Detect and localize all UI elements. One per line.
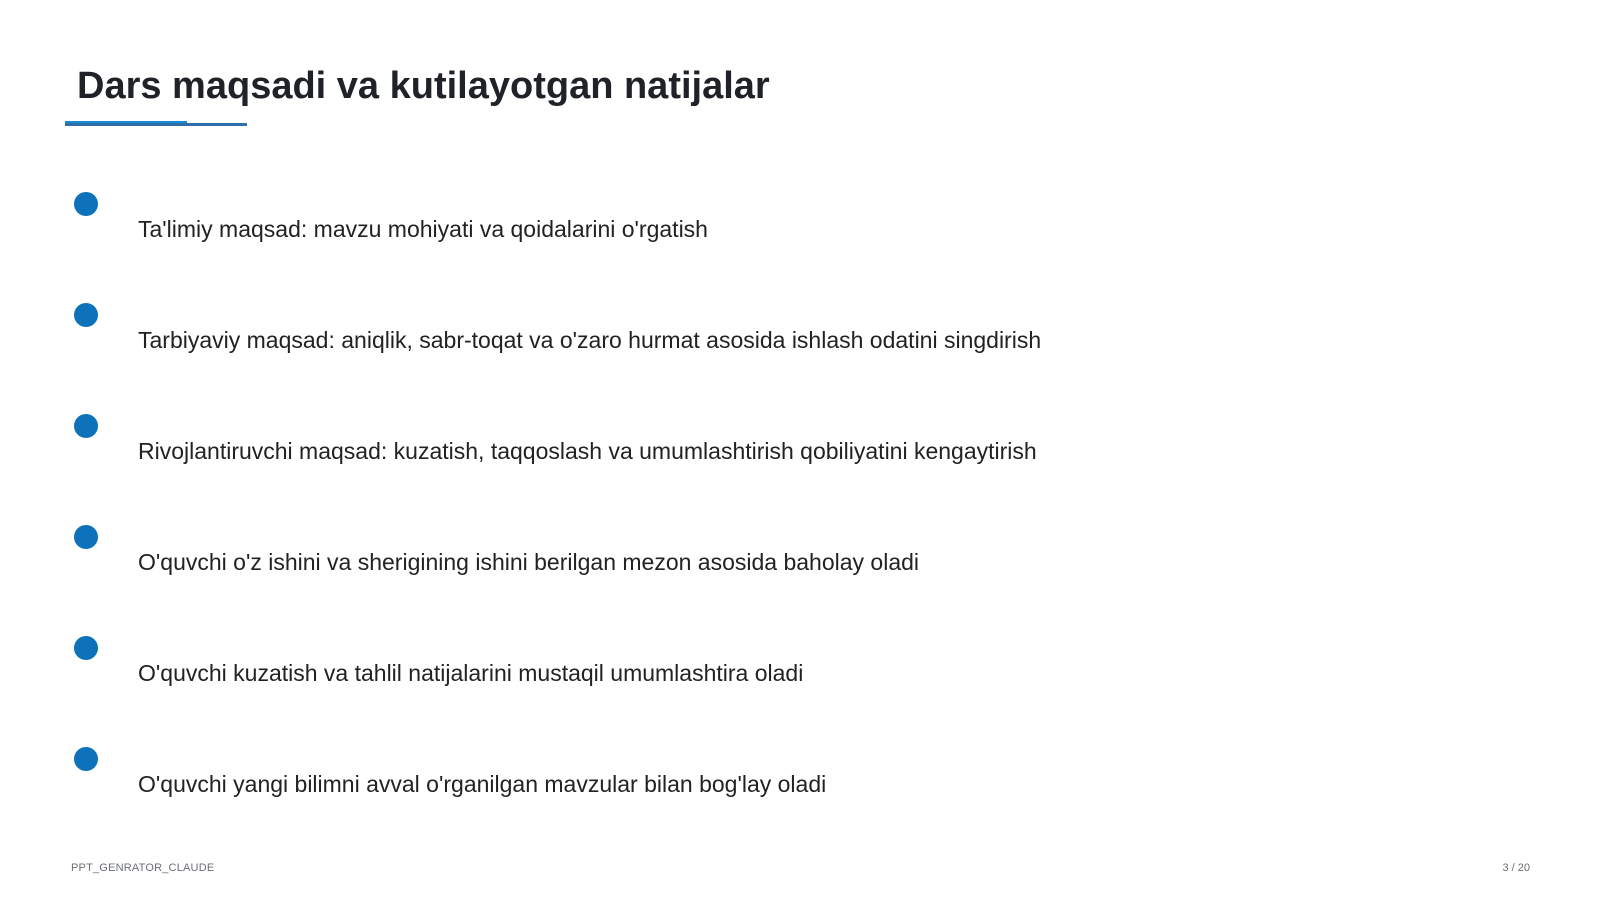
bullet-dot-icon (74, 414, 98, 438)
list-item (0, 192, 1400, 252)
list-item (0, 303, 1400, 363)
list-item (0, 414, 1400, 474)
list-item-text: Rivojlantiruvchi maqsad: kuzatish, taqqoslash va umumlashtirish qobiliyatini kengaytirish (138, 438, 1037, 464)
slide-title: Dars maqsadi va kutilayotgan natijalar (77, 65, 770, 107)
list-item (0, 747, 1400, 807)
footer-source: PPT_GENRATOR_CLAUDE (71, 862, 215, 874)
bullet-dot-icon (74, 525, 98, 549)
list-item (0, 525, 1400, 585)
list-item-text: O'quvchi yangi bilimni avval o'rganilgan mavzular bilan bog'lay oladi (138, 771, 827, 797)
list-item-text: O'quvchi o'z ishini va sherigining ishini berilgan mezon asosida baholay oladi (138, 549, 920, 575)
bullet-dot-icon (74, 636, 98, 660)
list-item (0, 636, 1400, 696)
bullet-dot-icon (74, 192, 98, 216)
bullet-dot-icon (74, 747, 98, 771)
list-item-text: O'quvchi kuzatish va tahlil natijalarini mustaqil umumlashtira oladi (138, 660, 804, 686)
bullet-dot-icon (74, 303, 98, 327)
list-item-text: Tarbiyaviy maqsad: aniqlik, sabr-toqat va o'zaro hurmat asosida ishlash odatini singdirish (138, 327, 1042, 353)
page-number: 3 / 20 (1502, 862, 1530, 874)
list-item-text: Ta'limiy maqsad: mavzu mohiyati va qoidalarini o'rgatish (138, 216, 708, 242)
